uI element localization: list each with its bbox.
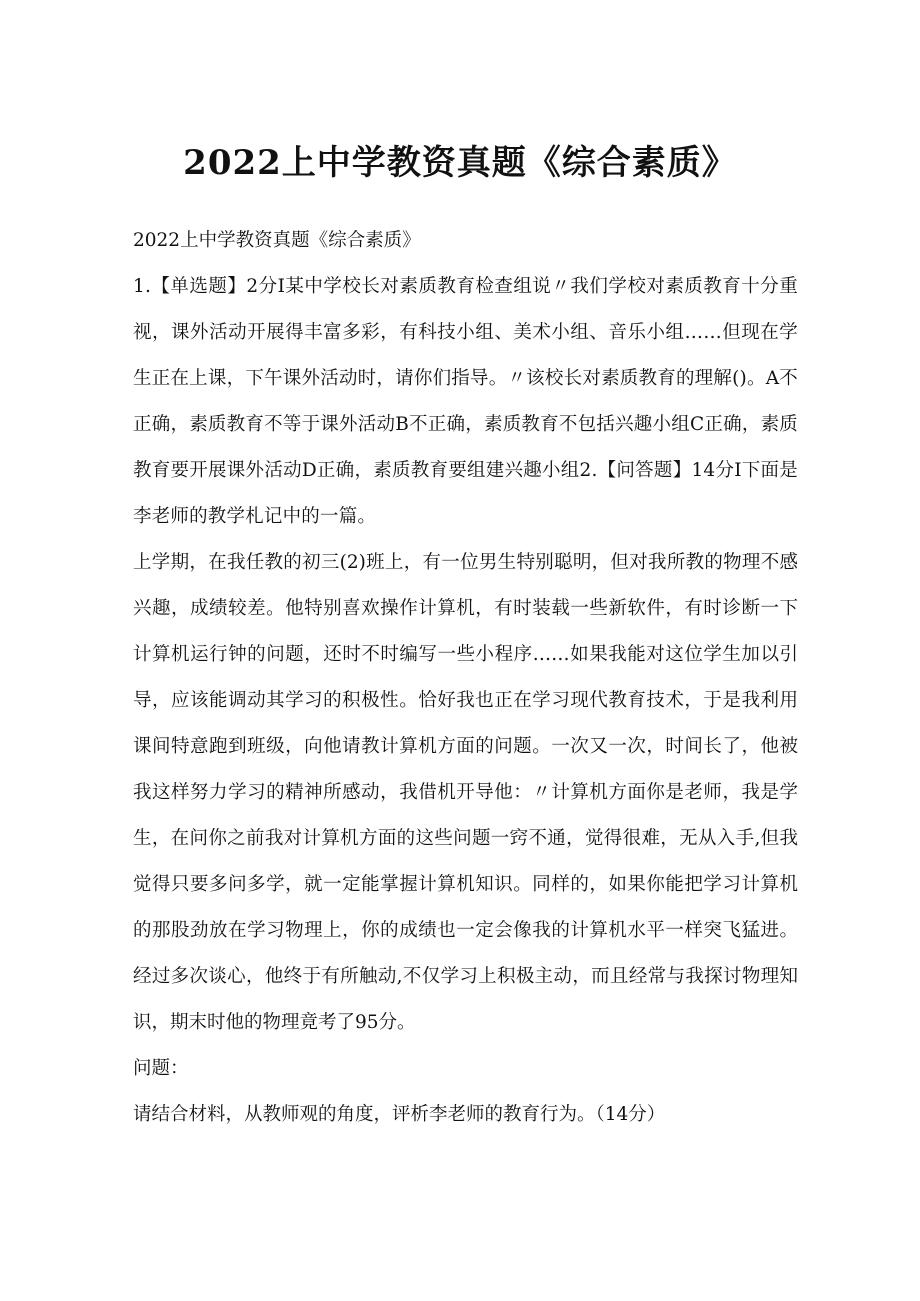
question-paragraph: 1.【单选题】2分I某中学校长对素质教育检查组说〃我们学校对素质教育十分重视，课外活动开展得丰富多彩，有科技小组、美术小组、音乐小组……但现在学生正在上课，下午课外活动时，请你们指导。〃该校长对素质教育的理解()。A不正确，素质教育不等于课外活动B不正确，素质教育不包括兴趣小组C正确，素质教育要开展课外活动D正确，素质教育要组建兴趣小组2.【问答题】14分I下面是李老师的教学札记中的一篇。 <box>133 276 798 527</box>
material-paragraph: 上学期，在我任教的初三(2)班上，有一位男生特别聪明，但对我所教的物理不感兴趣，成绩较差。他特别喜欢操作计算机，有时装载一些新软件，有时诊断一下计算机运行钟的问题，还时不时编写一些小程序……如果我能对这位学生加以引导，应该能调动其学习的积极性。恰好我也正在学习现代教育技术，于是我利用课间特意跑到班级，向他请教计算机方面的问题。一次又一次，时间长了，他被我这样努力学习的精神所感动，我借机开导他：〃计算机方面你是老师，我是学生，在问你之前我对计算机方面的这些问题一窍不通，觉得很难，无从入手,但我觉得只要多问多学，就一定能掌握计算机知识。同样的，如果你能把学习计算机的那股劲放在学习物理上，你的成绩也一定会像我的计算机水平一样突飞猛进。经过多次谈心，他终于有所触动,不仅学习上积极主动，而且经常与我探讨物理知识，期末时他的物理竟考了95分。 <box>133 552 798 1033</box>
document-title: 2022上中学教资真题《综合素质》 <box>183 143 737 183</box>
document-body <box>133 218 798 1138</box>
document-subtitle: 2022上中学教资真题《综合素质》 <box>133 230 421 251</box>
question-label: 问题： <box>133 1058 189 1079</box>
question-prompt: 请结合材料，从教师观的角度，评析李老师的教育行为。（14分） <box>133 1104 666 1125</box>
